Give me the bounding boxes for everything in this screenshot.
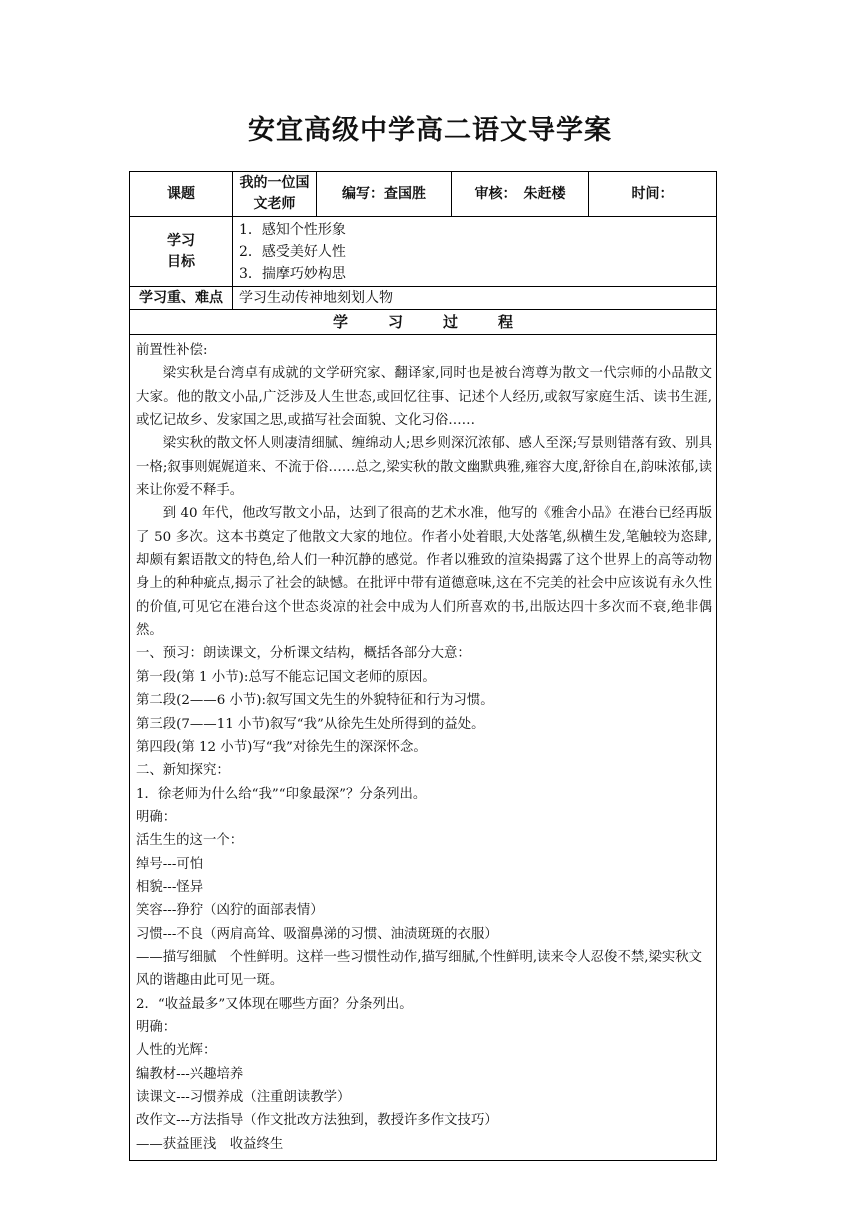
section-label: 前置性补偿: xyxy=(136,343,208,358)
key-points-label: 学习重、难点 xyxy=(130,287,233,310)
editor-cell: 编写：查国胜 xyxy=(317,172,452,217)
objective-item: 2．感受美好人性 xyxy=(239,243,346,260)
process-body xyxy=(130,335,717,1161)
text-line: 相貌---怪异 xyxy=(136,879,204,895)
text-line: ——获益匪浅 收益终生 xyxy=(136,1136,284,1152)
objectives-list xyxy=(233,217,717,287)
objective-item: 1．感知个性形象 xyxy=(239,221,346,238)
reviewer-cell: 审核： 朱赶楼 xyxy=(452,172,589,217)
objectives-row xyxy=(130,217,717,287)
lesson-plan-table xyxy=(129,171,717,1161)
text-line: 第四段(第 12 小节)写“我”对徐先生的深深怀念。 xyxy=(136,739,427,755)
text-line: 绰号---可怕 xyxy=(136,856,204,872)
text-line: 活生生的这一个： xyxy=(136,833,244,849)
objectives-label: 学习目标 xyxy=(130,217,233,287)
process-heading: 学习过程 xyxy=(130,310,717,335)
text-line: 明确： xyxy=(136,1019,177,1035)
text-line: 人性的光辉： xyxy=(136,1043,217,1059)
text-line: 笑容---狰狞（凶狞的面部表情） xyxy=(136,903,324,919)
time-cell: 时间： xyxy=(589,172,717,217)
question: 1．徐老师为什么给“我”“印象最深”？分条列出。 xyxy=(136,786,427,802)
text-line: 明确： xyxy=(136,809,177,825)
paragraph: 到 40 年代，他改写散文小品，达到了很高的艺术水准，他写的《雅舍小品》在港台已经再版了 50 多次。这本书奠定了他散文大家的地位。作者小处着眼,大处落笔,纵横生发,笔触较为恣肆,却颇有絮语散文的特色,给人们一种沉静的感觉。作者以雅致的渲染揭露了这个世界上的高等动物身上的种种疵点,揭示了社会的缺憾。在批评中带有道德意味,这在不完美的社会中应该说有永久性的价值,可见它在港台这个世态炎凉的社会中成为人们所喜欢的书,出版达四十多次而不衰,绝非偶然。 xyxy=(136,506,712,639)
text-line: 第一段(第 1 小节):总写不能忘记国文老师的原因。 xyxy=(136,669,436,685)
text-line: 读课文---习惯养成（注重朗读教学） xyxy=(136,1090,351,1105)
text-line: 第三段(7——11 小节)叙写“我”从徐先生处所得到的益处。 xyxy=(136,716,485,732)
key-points-row xyxy=(130,287,717,310)
subject-label: 课题 xyxy=(130,172,233,217)
section-heading: 二、新知探究： xyxy=(136,763,230,779)
subject-value: 我的一位国文老师 xyxy=(233,172,317,217)
page-title: 安宜高级中学高二语文导学案 xyxy=(248,115,612,146)
objective-item: 3．揣摩巧妙构思 xyxy=(239,265,346,282)
process-body-row xyxy=(130,335,717,1161)
text-line: ——描写细腻 个性鲜明。这样一些习惯性动作,描写细腻,个性鲜明,读来令人忍俊不禁,梁实秋文风的谐趣由此可见一斑。 xyxy=(136,949,703,989)
question: 2．“收益最多”又体现在哪些方面？分条列出。 xyxy=(136,996,413,1012)
text-line: 第二段(2——6 小节):叙写国文先生的外貌特征和行为习惯。 xyxy=(136,693,494,709)
paragraph: 梁实秋是台湾卓有成就的文学研究家、翻译家,同时也是被台湾尊为散文一代宗师的小品散文大家。他的散文小品,广泛涉及人生世态,或回忆往事、记述个人经历,或叙写家庭生活、读书生涯,或忆记故乡、发家国之思,或描写社会面貌、文化习俗…… xyxy=(136,366,712,429)
header-row xyxy=(130,172,717,217)
text-line: 编教材---兴趣培养 xyxy=(136,1066,244,1082)
key-points-value: 学习生动传神地刻划人物 xyxy=(233,287,717,310)
text-line: 改作文---方法指导（作文批改方法独到，教授许多作文技巧） xyxy=(136,1113,498,1129)
section-heading: 一、预习：朗读课文，分析课文结构，概括各部分大意： xyxy=(136,646,471,662)
text-line: 习惯---不良（两肩高耸、吸溜鼻涕的习惯、油渍斑斑的衣服） xyxy=(136,926,498,942)
paragraph: 梁实秋的散文怀人则凄清细腻、缠绵动人;思乡则深沉浓郁、感人至深;写景则错落有致、别具一格;叙事则娓娓道来、不流于俗……总之,梁实秋的散文幽默典雅,雍容大度,舒徐自在,韵味浓郁,读来让你爱不释手。 xyxy=(136,436,712,499)
process-heading-row xyxy=(130,310,717,335)
